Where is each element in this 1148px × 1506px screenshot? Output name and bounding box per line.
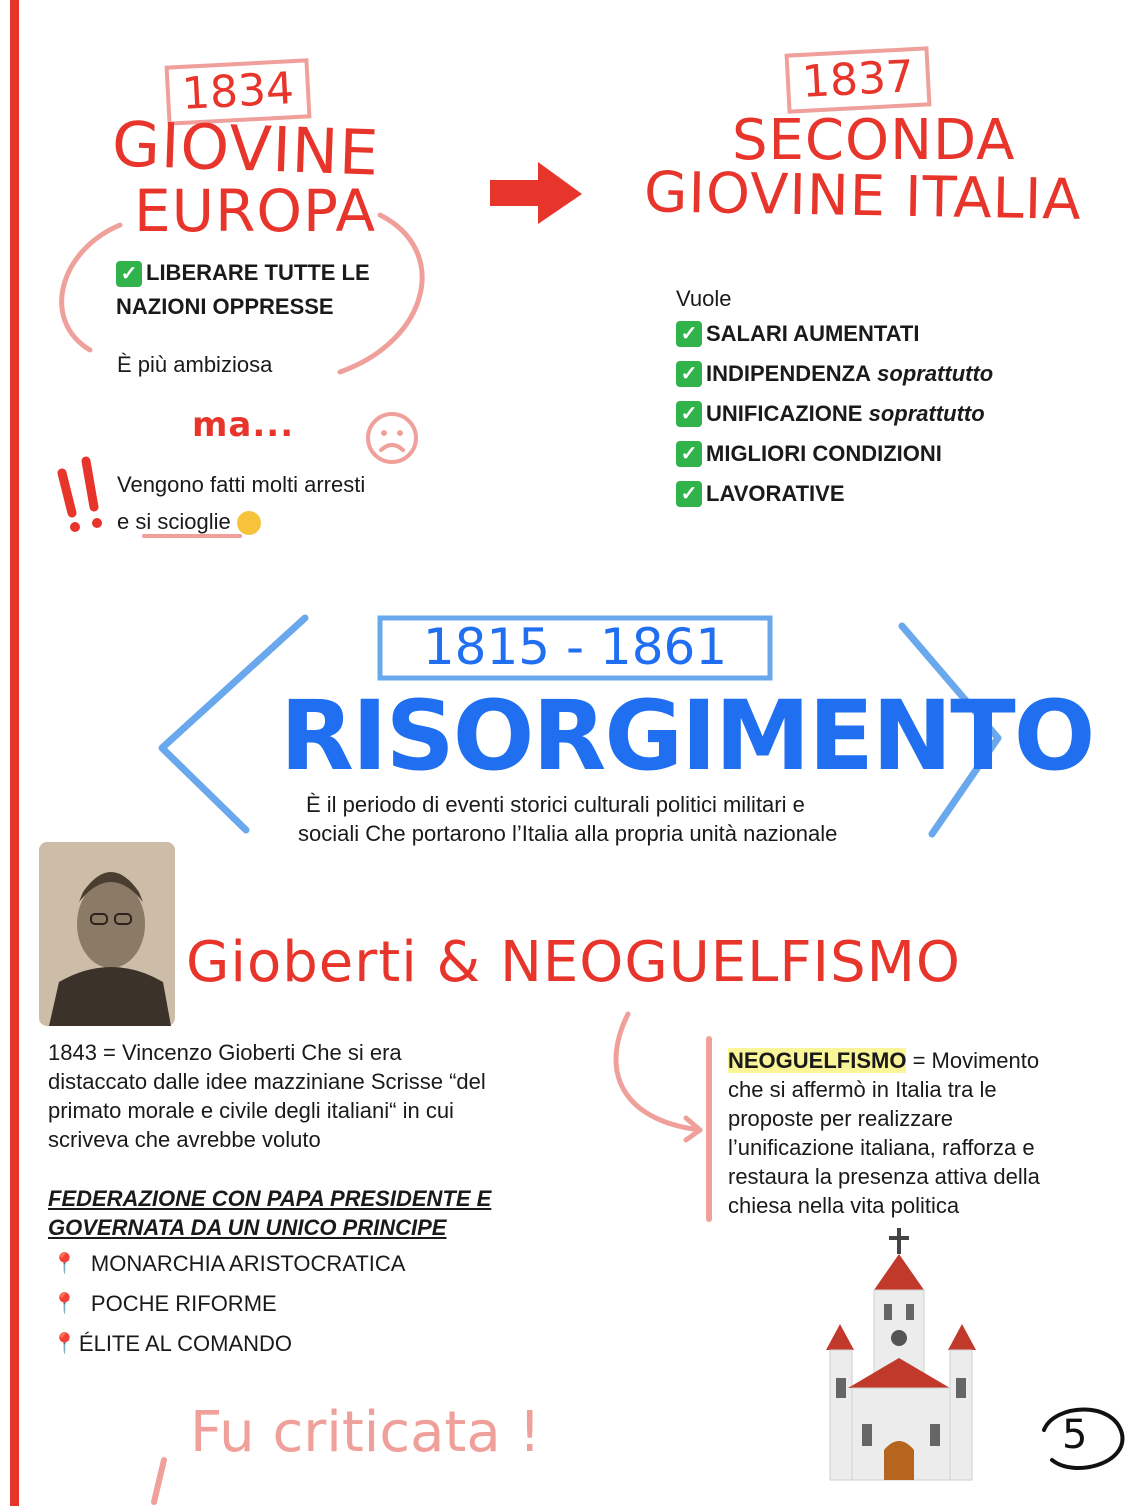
goal-text: LIBERARE TUTTE LE NAZIONI OPPRESSE — [116, 260, 370, 319]
check-icon: ✓ — [676, 401, 702, 427]
list-item: ✓ UNIFICAZIONE soprattutto — [676, 394, 993, 434]
list-item: ✓ LAVORATIVE — [676, 474, 993, 514]
check-icon: ✓ — [676, 481, 702, 507]
federazione-text — [48, 1184, 491, 1242]
neoguelfismo-term: NEOGUELFISMO — [728, 1048, 907, 1073]
church-icon — [826, 1228, 976, 1484]
outcome-line-1: Vengono fatti molti arresti — [117, 472, 366, 497]
pin-icon: 📍 — [52, 1253, 77, 1275]
risorgimento-years: 1815 - 1861 — [422, 618, 728, 676]
giovine-europa-title-1: GIOVINE — [110, 107, 381, 190]
federazione-2: GOVERNATA DA UN UNICO PRINCIPE — [48, 1215, 447, 1240]
check-icon: ✓ — [116, 261, 142, 287]
check-icon: ✓ — [676, 361, 702, 387]
curved-arrow-icon — [600, 1010, 710, 1140]
gioberti-paragraph — [48, 1038, 486, 1154]
check-icon: ✓ — [676, 441, 702, 467]
gioberti-p-1: 1843 = Vincenzo Gioberti Che si era — [48, 1040, 402, 1065]
giovine-europa-title-2: EUROPA — [134, 177, 376, 245]
federazione-1: FEDERAZIONE CON PAPA PRESIDENTE E — [48, 1186, 492, 1211]
pink-stroke — [146, 1456, 176, 1506]
check-icon: ✓ — [676, 321, 702, 347]
critique-text: Fu criticata ! — [190, 1400, 541, 1465]
risorgimento-desc-1: È il periodo di eventi storici culturali politici militari e — [306, 792, 805, 817]
gioberti-p-4: scriveva che avrebbe voluto — [48, 1127, 321, 1152]
list-item: ✓ SALARI AUMENTATI — [676, 314, 993, 354]
list-item: ✓ INDIPENDENZA soprattutto — [676, 354, 993, 394]
gioberti-title: Gioberti & NEOGUELFISMO — [186, 930, 962, 995]
gioberti-portrait — [39, 842, 175, 1026]
ambition-text: È più ambiziosa — [117, 352, 273, 377]
pin-icon: 📍 — [52, 1293, 77, 1315]
seconda-title-2: GIOVINE ITALIA — [643, 160, 1083, 233]
list-item: 📍 MONARCHIA ARISTOCRATICA — [52, 1244, 405, 1284]
risorgimento-desc-2: sociali Che portarono l’Italia alla propria unità nazionale — [298, 821, 838, 846]
vuole-label: Vuole — [676, 286, 732, 311]
risorgimento-title: RISORGIMENTO — [280, 680, 1094, 792]
list-item: ✓ MIGLIORI CONDIZIONI — [676, 434, 993, 474]
neoguelfismo-definition: NEOGUELFISMO = Movimento che si affermò in Italia tra le proposte per realizzare l’unificazione italiana, rafforza e restaura la presenza attiva della chiesa nella vita politica — [728, 1048, 1040, 1218]
page-number: 5 — [1062, 1412, 1088, 1458]
list-item: 📍 ÉLITE AL COMANDO — [52, 1324, 405, 1364]
ma-text: ma... — [192, 405, 295, 445]
year-1837: 1837 — [785, 46, 932, 113]
outcome-line-2: e si scioglie — [117, 509, 231, 534]
seconda-title-1: SECONDA — [732, 108, 1016, 173]
year-1834: 1834 — [165, 58, 312, 125]
gioberti-p-2: distaccato dalle idee mazziniane Scrisse “del — [48, 1069, 486, 1094]
pin-icon: 📍 — [52, 1333, 77, 1355]
gioberti-points — [52, 1244, 405, 1364]
list-item: 📍 POCHE RIFORME — [52, 1284, 405, 1324]
gioberti-p-3: primato morale e civile degli italiani“ in cui — [48, 1098, 454, 1123]
risorgimento-desc — [298, 790, 837, 848]
definition-bar — [706, 1036, 712, 1222]
